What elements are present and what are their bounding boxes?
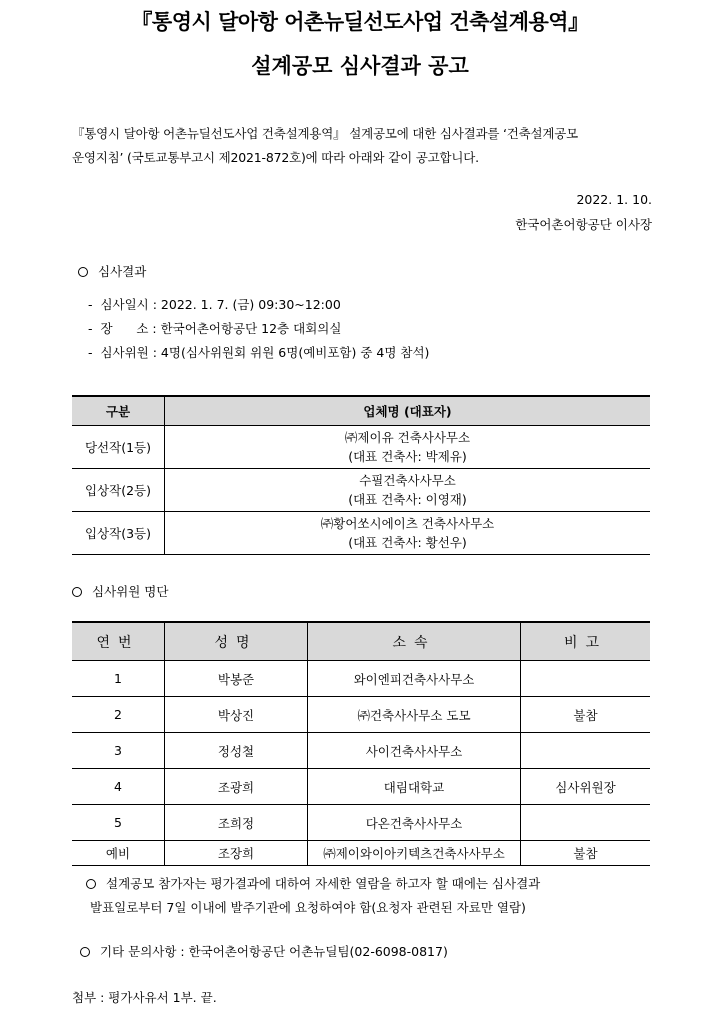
review-note-line-2: 발표일로부터 7일 이내에 발주기관에 요청하여야 함(요청자 관련된 자료만 열람) (90, 900, 526, 915)
column-header-org: 소속 (308, 622, 521, 661)
no-cell: 5 (72, 805, 165, 841)
firm-name: ㈜제이유 건축사사무소 (344, 430, 471, 445)
section-committee-members (72, 582, 168, 600)
circle-bullet-icon (72, 587, 82, 597)
column-header-no: 연번 (72, 622, 165, 661)
section-heading: 심사위원 명단 (92, 584, 169, 599)
note-cell: 불참 (521, 841, 651, 866)
rank-cell: 당선작(1등) (72, 426, 165, 469)
document-subtitle: 설계공모 심사결과 공고 (251, 54, 469, 78)
name-cell: 조희정 (165, 805, 308, 841)
firm-representative: (대표 건축사: 박제유) (348, 449, 467, 464)
note-cell: 심사위원장 (521, 769, 651, 805)
intro-line-1: 『통영시 달아항 어촌뉴딜선도사업 건축설계용역』 설계공모에 대한 심사결과를 ‘건축설계공모 (72, 126, 579, 141)
no-cell: 예비 (72, 841, 165, 866)
committee-table (72, 621, 650, 866)
table-row (72, 426, 650, 469)
issuer: 한국어촌어항공단 이사장 (515, 217, 652, 232)
firm-representative: (대표 건축사: 황선우) (348, 535, 467, 550)
section-heading: 심사결과 (98, 264, 147, 279)
intro-line-2: 운영지침’ (국토교통부고시 제2021-872호)에 따라 아래와 같이 공고합니다. (72, 150, 479, 165)
intro-paragraph (72, 122, 657, 170)
firm-cell (165, 469, 651, 512)
review-committee-item: - 심사위원 : 4명(심사위원회 위원 6명(예비포함) 중 4명 참석) (88, 345, 430, 360)
name-cell: 조광희 (165, 769, 308, 805)
column-header-rank: 구분 (72, 396, 165, 426)
note-cell (521, 661, 651, 697)
attachment-line: 첨부 : 평가사유서 1부. 끝. (72, 990, 217, 1005)
table-row (72, 733, 650, 769)
review-place-item: - 장 소 : 한국어촌어항공단 12층 대회의실 (88, 321, 342, 336)
contact-text: 기타 문의사항 : 한국어촌어항공단 어촌뉴딜팀(02-6098-0817) (100, 944, 448, 959)
table-row (72, 805, 650, 841)
no-cell: 1 (72, 661, 165, 697)
firm-name: 수필건축사사무소 (359, 473, 456, 488)
org-cell: 와이엔피건축사사무소 (308, 661, 521, 697)
document-title: 『통영시 달아항 어촌뉴딜선도사업 건축설계용역』 (131, 10, 589, 34)
org-cell: 다온건축사사무소 (308, 805, 521, 841)
table-row (72, 512, 650, 555)
review-date-item: - 심사일시 : 2022. 1. 7. (금) 09:30~12:00 (88, 297, 341, 312)
section-review-results (78, 262, 146, 280)
committee-header-row (72, 622, 650, 661)
name-cell: 조장희 (165, 841, 308, 866)
org-cell: ㈜제이와이아키텍츠건축사사무소 (308, 841, 521, 866)
circle-bullet-icon (78, 267, 88, 277)
table-row (72, 769, 650, 805)
rank-cell: 입상작(2등) (72, 469, 165, 512)
table-row (72, 841, 650, 866)
firm-representative: (대표 건축사: 이영재) (348, 492, 467, 507)
name-cell: 박봉준 (165, 661, 308, 697)
note-cell (521, 805, 651, 841)
org-cell: 대림대학교 (308, 769, 521, 805)
note-cell (521, 733, 651, 769)
table-row (72, 469, 650, 512)
no-cell: 4 (72, 769, 165, 805)
contact-note (80, 940, 660, 964)
no-cell: 3 (72, 733, 165, 769)
no-cell: 2 (72, 697, 165, 733)
note-cell: 불참 (521, 697, 651, 733)
announcement-date: 2022. 1. 10. (576, 192, 652, 207)
org-cell: ㈜건축사사무소 도모 (308, 697, 521, 733)
column-header-firm: 업체명 (대표자) (165, 396, 651, 426)
table-row (72, 697, 650, 733)
name-cell: 박상진 (165, 697, 308, 733)
column-header-name: 성명 (165, 622, 308, 661)
firm-name: ㈜황어쏘시에이츠 건축사사무소 (320, 516, 495, 531)
table-row (72, 661, 650, 697)
results-header-row (72, 396, 650, 426)
firm-cell (165, 426, 651, 469)
review-request-note (86, 872, 666, 920)
name-cell: 정성철 (165, 733, 308, 769)
rank-cell: 입상작(3등) (72, 512, 165, 555)
circle-bullet-icon (86, 879, 96, 889)
column-header-note: 비고 (521, 622, 651, 661)
results-table (72, 395, 650, 555)
firm-cell (165, 512, 651, 555)
circle-bullet-icon (80, 947, 90, 957)
org-cell: 사이건축사사무소 (308, 733, 521, 769)
review-note-line-1: 설계공모 참가자는 평가결과에 대하여 자세한 열람을 하고자 할 때에는 심사결과 (106, 876, 541, 891)
